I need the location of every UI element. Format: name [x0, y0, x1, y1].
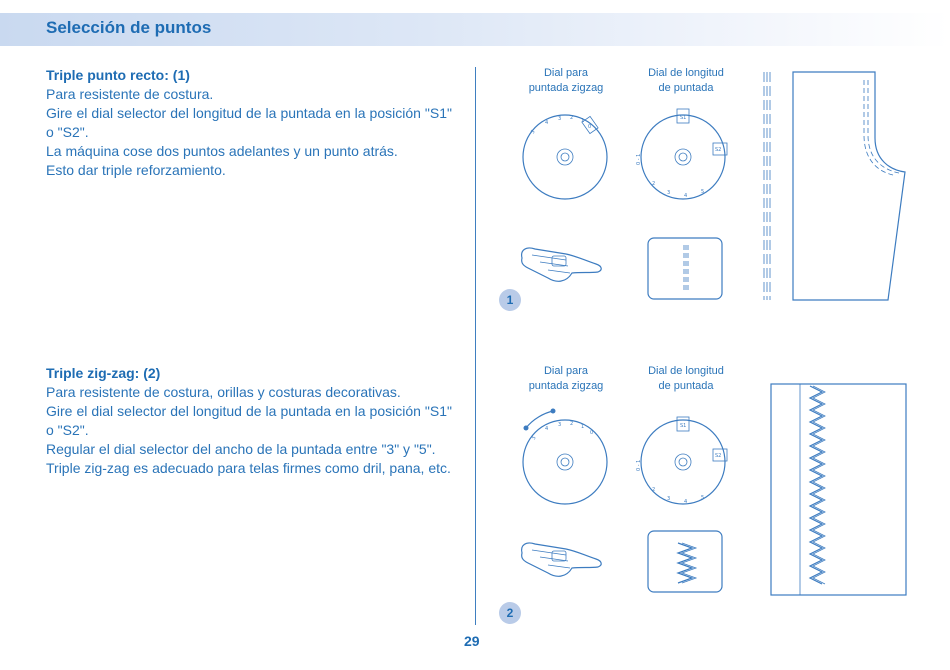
- paragraph: Gire el dial selector del longitud de la puntada en la posición "S1" o "S2".: [46, 403, 452, 438]
- svg-text:5: 5: [701, 495, 705, 501]
- paragraph: Para resistente de costura, orillas y costuras decorativas.: [46, 384, 401, 400]
- zigzag-dial-illustration: [523, 409, 607, 505]
- paragraph: Regular el dial selector del ancho de la puntada entre "3" y "5".: [46, 441, 436, 457]
- page-title: Selección de puntos: [46, 18, 212, 37]
- svg-text:2: 2: [652, 181, 656, 187]
- paragraph: Gire el dial selector del longitud de la puntada en la posición "S1" o "S2".: [46, 105, 452, 140]
- length-dial-illustration: [636, 109, 727, 199]
- svg-text:2: 2: [570, 115, 574, 121]
- svg-text:1: 1: [581, 424, 585, 430]
- svg-text:1: 1: [581, 118, 585, 124]
- figure-badge: 1: [499, 289, 521, 311]
- svg-text:5: 5: [701, 189, 705, 195]
- svg-text:4: 4: [545, 426, 549, 432]
- stitch-display-icon: [648, 238, 722, 299]
- paragraph: Triple zig-zag es adecuado para telas firmes como dril, pana, etc.: [46, 460, 451, 476]
- svg-text:S1: S1: [680, 115, 687, 121]
- paragraph: Esto dar triple reforzamiento.: [46, 162, 226, 178]
- svg-text:3: 3: [558, 422, 562, 428]
- svg-text:2: 2: [652, 487, 656, 493]
- presser-foot-icon: [522, 248, 602, 281]
- svg-text:2: 2: [570, 421, 574, 427]
- svg-text:3: 3: [667, 496, 671, 502]
- paragraph: Para resistente de costura.: [46, 86, 214, 102]
- page-number: 29: [464, 633, 480, 649]
- triple-straight-stitch-sample: [764, 72, 905, 300]
- section-heading: Triple zig-zag: (2): [46, 365, 161, 381]
- length-dial-label: Dial de longitud de puntada: [648, 67, 724, 94]
- svg-text:S2: S2: [715, 453, 722, 459]
- svg-text:4: 4: [684, 193, 688, 199]
- svg-text:0 - 1: 0 - 1: [636, 153, 642, 165]
- stitch-display-icon: [648, 531, 722, 592]
- svg-text:0 - 1: 0 - 1: [636, 459, 642, 471]
- length-dial-label: Dial de longitud de puntada: [648, 365, 724, 392]
- svg-text:3: 3: [558, 116, 562, 122]
- triple-zigzag-stitch-sample: [771, 384, 906, 595]
- length-dial-illustration: [636, 417, 727, 505]
- svg-text:4: 4: [684, 499, 688, 505]
- svg-text:0: 0: [588, 124, 592, 130]
- svg-text:S1: S1: [680, 423, 687, 429]
- svg-text:S2: S2: [715, 147, 722, 153]
- svg-text:0: 0: [590, 430, 594, 436]
- figure-badge: 2: [499, 602, 521, 624]
- svg-text:4: 4: [545, 120, 549, 126]
- zigzag-dial-label: Dial para puntada zigzag: [528, 365, 604, 392]
- presser-foot-icon: [522, 543, 602, 576]
- svg-text:5: 5: [530, 434, 538, 442]
- svg-text:5: 5: [529, 128, 537, 136]
- zigzag-dial-illustration: [523, 115, 607, 199]
- svg-text:3: 3: [667, 190, 671, 196]
- section-heading: Triple punto recto: (1): [46, 67, 190, 83]
- zigzag-dial-label: Dial para puntada zigzag: [528, 67, 604, 94]
- paragraph: La máquina cose dos puntos adelantes y un punto atrás.: [46, 143, 398, 159]
